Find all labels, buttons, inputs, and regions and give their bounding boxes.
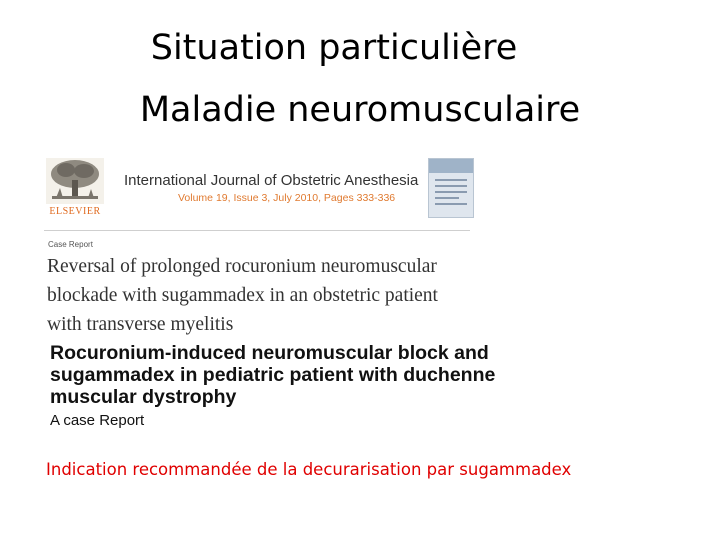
journal-cover-icon [428,158,474,218]
elsevier-tree-icon [46,158,104,204]
header-separator [44,230,470,231]
journal-volume-info: Volume 19, Issue 3, July 2010, Pages 333-336 [178,192,396,204]
article2-subtitle: A case Report [50,412,145,429]
article1-title-line: with transverse myelitis [47,314,234,335]
slide-title-line1: Situation particulière [150,28,518,68]
article1-title-line: Reversal of prolonged rocuronium neuromuscular [47,256,437,277]
slide-title-line2: Maladie neuromusculaire [139,90,581,130]
article1-title [47,252,477,339]
indication-note: Indication recommandée de la decurarisation par sugammadex [46,460,572,479]
case-report-label: Case Report [48,240,93,249]
article1-title-line: blockade with sugammadex in an obstetric patient [47,285,438,306]
publisher-name: ELSEVIER [49,206,101,217]
journal-name: International Journal of Obstetric Anesthesia [124,172,419,189]
article2-title-line: muscular dystrophy [50,386,237,408]
article2-title-line: Rocuronium-induced neuromuscular block and [50,342,489,364]
elsevier-logo [44,158,106,220]
article2-title-line: sugammadex in pediatric patient with duchenne [50,364,496,386]
article2-title [50,342,590,408]
